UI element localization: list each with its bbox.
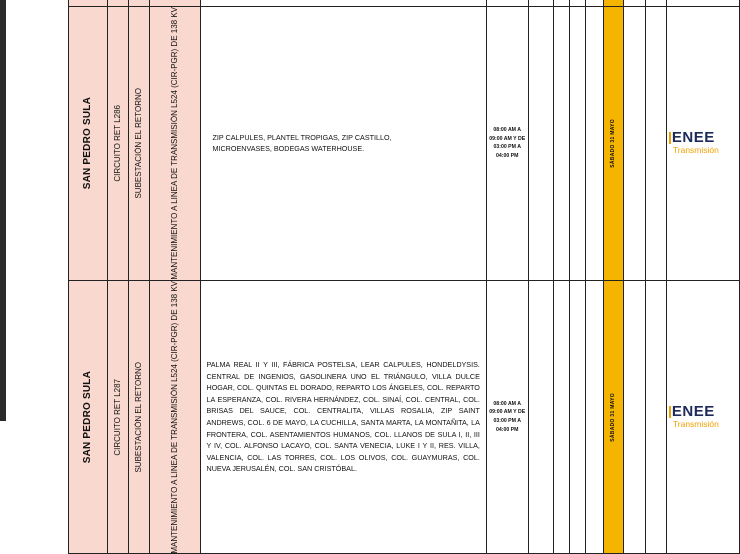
blank-cell xyxy=(645,7,666,281)
circuit-cell: CIRCUITO RET L287 xyxy=(107,280,128,554)
enee-transmision-logo xyxy=(667,405,739,429)
logo-wordmark: ENEE xyxy=(671,131,715,147)
enee-logo-cell xyxy=(666,280,739,554)
blank-cell xyxy=(585,7,603,281)
logo-subtitle: Transmisión xyxy=(672,145,719,156)
date-cell: SÁBADO 31 MAYO xyxy=(603,280,623,554)
time-cell: 08:00 AM A 09:00 AM Y DE 03:00 PM A 04:00 PM xyxy=(486,280,528,554)
blank-cell xyxy=(623,7,645,281)
blank-cell xyxy=(645,280,666,554)
table-row xyxy=(69,7,740,281)
date-cell: SÁBADO 31 MAYO xyxy=(603,7,623,281)
blank-cell xyxy=(528,7,554,281)
blank-cell xyxy=(554,7,569,281)
city-cell: SAN PEDRO SULA xyxy=(69,280,108,554)
blank-cell xyxy=(528,280,554,554)
enee-logo-cell xyxy=(666,7,739,281)
logo-wordmark: ENEE xyxy=(671,405,715,420)
substation-cell: SUBESTACIÓN EL RETORNO xyxy=(128,280,149,554)
affected-areas-cell: PALMA REAL II Y III, FÁBRICA POSTELSA, LEAR CALPULES, HONDELDYSIS. CENTRAL DE INGENIOS, GASOLINERA UNO EL TRIÁNGULO, VILLA DULCE HOGAR, COL. QUINTAS EL DORADO, REPARTO LOS ÁNGELES, COL. REPARTO LA ESPERANZA, COL. RIVERA HERNÁNDEZ, COL. SINAÍ, COL. CENTRAL, COL. BRISAS DEL SAUCE, COL. CENTRALITA, VILLAS ROSALIA, ZIP SAINT ANDREWS, COL. 6 DE MAYO, LA CUCHILLA, SANTA MARTA, LA MONTAÑITA, LA FRONTERA, COL. ASENTAMIENTOS HUMANOS, COL. LLANOS DE SULA I, II, III Y IV, COL. ALFONSO LACAYO, COL. SANTA VENECIA, LUKE I Y II, RES. VILLA, VALENCIA, COL. LAS TORRES, COL. LOS OLIVOS, COL. GUAYMURAS, COL. NUEVA JERUSALÉN, COL. SAN CRISTÓBAL. xyxy=(200,280,486,554)
time-cell: 08:00 AM A 09:00 AM Y DE 03:00 PM A 04:00 PM xyxy=(486,7,528,281)
logo-subtitle: Transmisión xyxy=(672,419,719,429)
blank-cell xyxy=(585,280,603,554)
blank-cell xyxy=(554,280,569,554)
work-description-cell: MANTENIMIENTO A LINEA DE TRANSMISIÓN L524 (CIR-PGR) DE 138 KV xyxy=(149,280,200,554)
blank-cell xyxy=(569,7,585,281)
affected-areas-cell: ZIP CALPULES, PLANTEL TROPIGAS, ZIP CASTILLO, MICROENVASES, BODEGAS WATERHOUSE. xyxy=(200,7,486,281)
substation-cell: SUBESTACIÓN EL RETORNO xyxy=(128,7,149,281)
city-cell: SAN PEDRO SULA xyxy=(69,7,108,281)
blank-cell xyxy=(623,280,645,554)
page-left-edge xyxy=(0,0,6,421)
logo-accent-bar xyxy=(669,406,671,418)
logo-accent-bar xyxy=(669,132,671,144)
enee-transmision-logo xyxy=(667,131,739,155)
work-description-cell: MANTENIMIENTO A LINEA DE TRANSMISIÓN L524 (CIR-PGR) DE 138 KV xyxy=(149,7,200,281)
blank-cell xyxy=(569,280,585,554)
circuit-cell: CIRCUITO RET L286 xyxy=(107,7,128,281)
table-row xyxy=(69,280,740,554)
outage-schedule-table xyxy=(68,0,740,554)
